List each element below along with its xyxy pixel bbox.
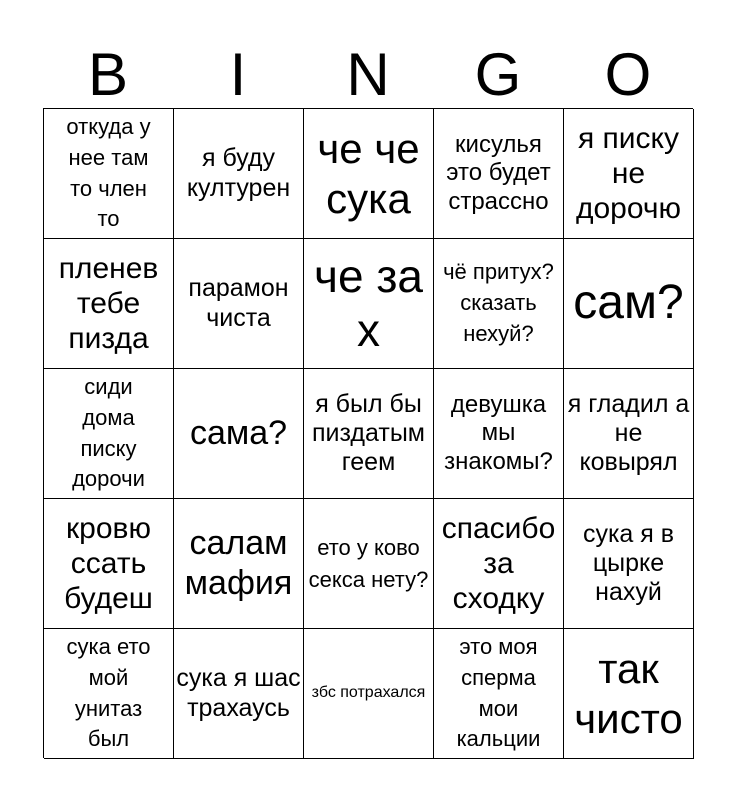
cell-text: я гладил а не ковырял [567,389,690,477]
cell-text: я был бы пиздатым геем [312,389,425,477]
bingo-cell [174,369,304,499]
cell-text: девушка мы знакомы? [444,391,553,475]
header-letter-o: O [604,41,652,108]
cell-text: сам? [573,276,684,330]
bingo-cell [434,369,564,499]
bingo-cell [304,369,434,499]
bingo-cell [174,109,304,239]
bingo-header [43,42,693,108]
cell-text: салам мафия [184,523,293,602]
cell-text: сиди дома писку дорочи [72,373,145,492]
bingo-cell [44,109,174,239]
bingo-cell [564,629,694,759]
cell-text: кисулья это будет страссно [446,131,551,215]
bingo-cell [44,239,174,369]
bingo-cell [434,239,564,369]
cell-text: я писку не дорочю [575,121,682,226]
cell-text: чё притух? сказать нехуй? [443,259,554,346]
header-letter-b: B [87,41,129,108]
cell-text: спасибо за сходку [441,511,556,616]
bingo-cell [44,369,174,499]
cell-text: я буду културен [186,144,291,202]
bingo-cell [564,369,694,499]
header-letter-i: I [229,41,247,108]
cell-text: кровю ссать будеш [64,511,153,616]
bingo-cell [174,629,304,759]
cell-text: откуда у нее там то член то [66,113,151,232]
cell-text: збс потрахался [311,684,426,702]
cell-text: это моя сперма мои кальции [456,633,541,752]
bingo-cell [304,499,434,629]
cell-text: сука я шас трахаусь [176,664,301,722]
cell-text: сука я в цырке нахуй [582,519,675,607]
bingo-cell [304,629,434,759]
bingo-cell [564,239,694,369]
cell-text: че че сука [317,125,420,222]
bingo-cell [174,499,304,629]
cell-text: сука ето мой унитаз был [66,633,151,752]
cell-text: так чисто [574,645,683,742]
header-letter-g: G [474,41,522,108]
bingo-cell [44,499,174,629]
bingo-cell [434,499,564,629]
bingo-cell [434,629,564,759]
cell-text: парамон чиста [188,274,289,332]
cell-text: пленев тебе пизда [58,251,159,356]
bingo-cell [434,109,564,239]
bingo-cell [564,499,694,629]
bingo-board [43,108,693,758]
cell-text: ето у ково секса нету? [308,534,429,592]
cell-text: че за х [313,249,423,356]
header-letter-n: N [346,41,390,108]
cell-text: сама? [189,413,288,452]
bingo-cell [44,629,174,759]
bingo-cell [174,239,304,369]
bingo-cell [304,109,434,239]
bingo-cell [304,239,434,369]
bingo-cell [564,109,694,239]
